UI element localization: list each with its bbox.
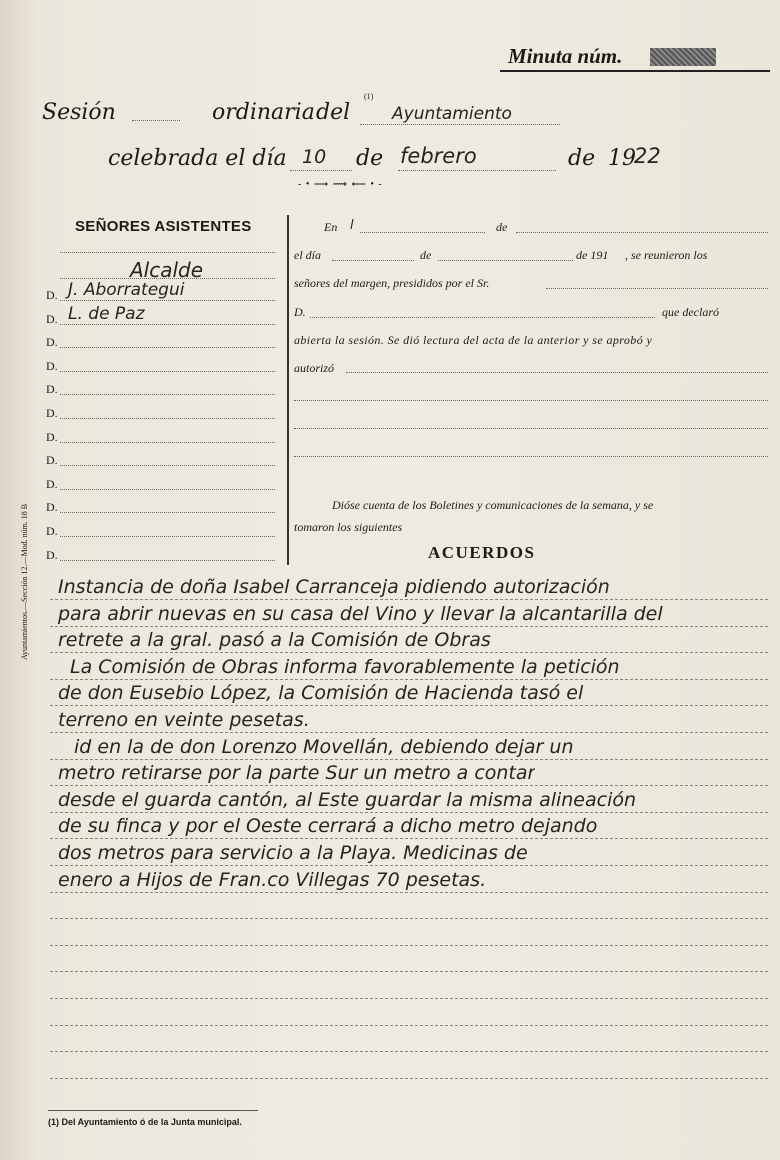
attendee-prefix: D. (46, 406, 58, 420)
pre-de2: de (420, 248, 432, 262)
ruled-line (50, 997, 768, 999)
ornament: - • ⟶ ⟿ ⟵ • - (298, 179, 383, 190)
pre-line-i (294, 428, 768, 429)
acuerdo-line: enero a Hijos de Fran.co Villegas 70 pesetas. (58, 869, 487, 891)
ruled-line (50, 891, 768, 893)
attendee-prefix: D. (46, 500, 58, 514)
acuerdo-line: metro retirarse por la parte Sur un metro a contar (58, 762, 536, 784)
attendee-name: L. de Paz (68, 304, 145, 324)
pre-que-declaro: que declaró (662, 305, 719, 319)
attendee-prefix: D. (46, 477, 58, 491)
ordinaria-word: ordinaria (212, 100, 315, 125)
pre-de: de (496, 220, 508, 234)
attendee-prefix: D. (46, 288, 58, 302)
council-line (360, 124, 560, 125)
attendee-line (60, 512, 275, 513)
year-hand: 22 (634, 144, 661, 168)
pre-line-g (346, 372, 768, 373)
pre-line-e (546, 288, 768, 289)
attendee-prefix: D. (46, 312, 58, 326)
attendee-prefix: D. (46, 335, 58, 349)
side-form-text: Ayuntamientos.—Sección 12.—Mod. núm. 18 B (20, 503, 29, 660)
minuta-label: Minuta núm. (508, 44, 623, 68)
ruled-line (50, 731, 768, 733)
ruled-line (50, 625, 768, 627)
footnote-rule (48, 1110, 258, 1111)
pre-line-j (294, 456, 768, 457)
pre-en-hand: l (350, 218, 354, 233)
acuerdo-line: de su finca y por el Oeste cerrará a dicho metro dejando (58, 815, 598, 837)
ruled-line (50, 678, 768, 680)
attendee-line (60, 394, 275, 395)
pre-line-c (332, 260, 414, 261)
minuta-underline (500, 70, 770, 72)
acuerdo-line: Instancia de doña Isabel Carranceja pidiendo autorización (58, 576, 610, 598)
asistentes-title: SEÑORES ASISTENTES (75, 218, 252, 235)
attendee-name: J. Aborrategui (68, 280, 185, 300)
role-line-2 (60, 278, 275, 279)
role-line-1 (60, 252, 275, 253)
sesion-blank (132, 120, 180, 121)
attendee-line (60, 489, 275, 490)
pre-de191: de 191 (576, 248, 609, 262)
ruled-line (50, 758, 768, 760)
attendee-line (60, 418, 275, 419)
del-word: del (316, 100, 351, 125)
acuerdo-line: terreno en veinte pesetas. (58, 709, 310, 731)
attendee-line (60, 536, 275, 537)
sesion-label: Sesión (42, 100, 116, 125)
pre-abierta: abierta la sesión. Se dió lectura del acta de la anterior y se aprobó y (294, 333, 653, 347)
pre-diose: Dióse cuenta de los Boletines y comunicaciones de la semana, y se (332, 498, 654, 512)
council-hand: Ayuntamiento (392, 104, 512, 124)
pre-line-b (516, 232, 768, 233)
attendee-line (60, 442, 275, 443)
acuerdo-line: de don Eusebio López, la Comisión de Hacienda tasó el (58, 682, 584, 704)
de-word-2: de (568, 146, 596, 171)
month-line (398, 170, 556, 171)
attendee-prefix: D. (46, 430, 58, 444)
pre-line-d (438, 260, 573, 261)
column-divider (287, 215, 289, 565)
ruled-line (50, 1024, 768, 1026)
ruled-line (50, 944, 768, 946)
attendee-line (60, 347, 275, 348)
ruled-line (50, 970, 768, 972)
ruled-line (50, 651, 768, 653)
pre-d: D. (294, 305, 306, 319)
year-printed: 19 (608, 146, 636, 171)
attendee-prefix: D. (46, 548, 58, 562)
pre-en: En (324, 220, 338, 234)
celebrada-label: celebrada el día (108, 146, 287, 171)
ruled-line (50, 704, 768, 706)
ruled-line (50, 1077, 768, 1079)
attendee-line (60, 324, 275, 325)
attendee-prefix: D. (46, 524, 58, 538)
footnote-marker: (1) (364, 92, 374, 101)
acuerdo-line: desde el guarda cantón, al Este guardar la misma alineación (58, 789, 637, 811)
acuerdos-heading: ACUERDOS (428, 543, 536, 562)
acuerdo-line: retrete a la gral. pasó a la Comisión de Obras (58, 629, 491, 651)
footnote: (1) Del Ayuntamiento ó de la Junta municipal. (48, 1117, 242, 1127)
ruled-line (50, 1050, 768, 1052)
ruled-line (50, 864, 768, 866)
de-word-1: de (356, 146, 384, 171)
pre-line-a (360, 232, 485, 233)
attendee-line (60, 371, 275, 372)
pre-autorizo: autorizó (294, 361, 335, 375)
attendee-line (60, 465, 275, 466)
attendee-line (60, 560, 275, 561)
ruled-line (50, 811, 768, 813)
attendee-prefix: D. (46, 382, 58, 396)
day-line (290, 170, 352, 171)
alcalde-hand: Alcalde (130, 258, 204, 282)
pre-reunieron: , se reunieron los (625, 248, 708, 262)
acuerdo-line: La Comisión de Obras informa favorablemente la petición (70, 656, 620, 678)
pre-senores: señores del margen, presididos por el Sr. (294, 276, 490, 290)
ruled-line (50, 784, 768, 786)
ruled-line (50, 837, 768, 839)
acuerdo-line: dos metros para servicio a la Playa. Medicinas de (58, 842, 528, 864)
redacted-number (650, 48, 716, 66)
attendee-line (60, 300, 275, 301)
ruled-line (50, 917, 768, 919)
pre-line-h (294, 400, 768, 401)
ruled-line (50, 598, 768, 600)
pre-tomaron: tomaron los siguientes (294, 520, 403, 534)
attendee-prefix: D. (46, 453, 58, 467)
pre-el-dia: el día (294, 248, 321, 262)
month-hand: febrero (400, 144, 477, 168)
day-hand: 10 (302, 146, 327, 168)
acuerdo-line: para abrir nuevas en su casa del Vino y llevar la alcantarilla del (58, 603, 663, 625)
acuerdo-line: id en la de don Lorenzo Movellán, debiendo dejar un (74, 736, 574, 758)
attendee-prefix: D. (46, 359, 58, 373)
pre-line-f (310, 317, 655, 318)
